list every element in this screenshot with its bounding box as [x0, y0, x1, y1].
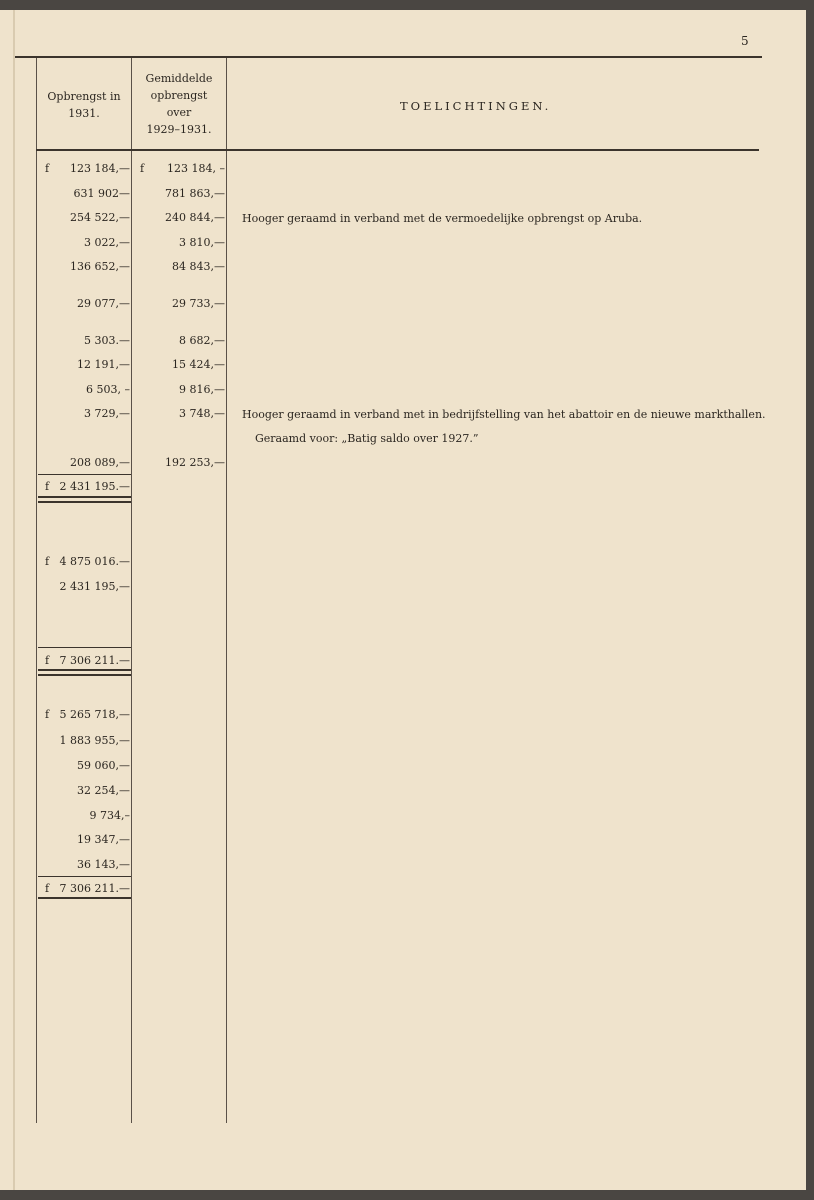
header-opbrengst-line-1: Opbrengst in: [47, 90, 121, 103]
group-3-value-5: 9 734,–: [89, 809, 130, 822]
header-gemiddelde-line-2: opbrengst: [150, 89, 208, 102]
florin-sign: f: [45, 480, 50, 493]
total-rule-bottom: [38, 669, 131, 671]
row-6-opbrengst: 29 077,—: [77, 297, 130, 310]
row-8-opbrengst: 12 191,—: [77, 358, 130, 371]
document-page: [0, 10, 806, 1190]
group-3-value-6: 19 347,—: [77, 833, 130, 846]
total-rule-top: [38, 876, 131, 877]
row-9-opbrengst: 6 503, –: [86, 383, 130, 396]
group-3-value-3: 59 060,—: [77, 759, 130, 772]
total-rule-bottom: [38, 897, 131, 899]
group-3-value-4: 32 254,—: [77, 784, 130, 797]
florin-sign: f: [45, 708, 50, 721]
header-opbrengst-line-2: 1931.: [68, 107, 100, 120]
row-5-gemiddelde: 84 843,—: [172, 260, 225, 273]
group-3-value-1: 5 265 718,—: [59, 708, 130, 721]
row-7-gemiddelde: 8 682,—: [179, 334, 225, 347]
total-3: 7 306 211.—: [59, 882, 130, 895]
row-2-gemiddelde: 781 863,—: [165, 187, 225, 200]
florin-sign: f: [45, 162, 50, 175]
column-line-1: [131, 58, 132, 1123]
group-2-value-2: 2 431 195,—: [59, 580, 130, 593]
row-3-opbrengst: 254 522,—: [70, 211, 130, 224]
total-rule-top: [38, 647, 131, 648]
total-2: 7 306 211.—: [59, 654, 130, 667]
page-number: 5: [741, 34, 749, 48]
total-rule-bottom: [38, 496, 131, 498]
row-7-opbrengst: 5 303.—: [84, 334, 130, 347]
total-rule-bottom-double: [38, 501, 131, 503]
header-toelichtingen: TOELICHTINGEN.: [400, 99, 552, 113]
header-rule: [36, 149, 759, 151]
top-rule: [15, 56, 762, 58]
page-fold: [13, 10, 15, 1190]
row-10-gemiddelde: 3 748,—: [179, 407, 225, 420]
florin-sign: f: [45, 555, 50, 568]
group-3-value-2: 1 883 955,—: [59, 734, 130, 747]
column-line-left: [36, 58, 37, 1123]
row-11-gemiddelde: 192 253,—: [165, 456, 225, 469]
row-4-opbrengst: 3 022,—: [84, 236, 130, 249]
group-3-value-7: 36 143,—: [77, 858, 130, 871]
row-3-gemiddelde: 240 844,—: [165, 211, 225, 224]
row-4-gemiddelde: 3 810,—: [179, 236, 225, 249]
header-opbrengst: [38, 88, 130, 122]
row-9-gemiddelde: 9 816,—: [179, 383, 225, 396]
header-gemiddelde: [133, 70, 225, 138]
total-1: 2 431 195.—: [59, 480, 130, 493]
row-10-toelichting-2: Geraamd voor: „Batig saldo over 1927.”: [255, 432, 479, 445]
florin-sign: f: [140, 162, 145, 175]
row-8-gemiddelde: 15 424,—: [172, 358, 225, 371]
group-2-value-1: 4 875 016.—: [59, 555, 130, 568]
row-10-opbrengst: 3 729,—: [84, 407, 130, 420]
row-3-toelichting: Hooger geraamd in verband met de vermoedelijke opbrengst op Aruba.: [242, 212, 643, 225]
row-1-opbrengst: 123 184,—: [70, 162, 130, 175]
row-6-gemiddelde: 29 733,—: [172, 297, 225, 310]
total-rule-bottom-double: [38, 674, 131, 676]
header-gemiddelde-line-4: 1929–1931.: [146, 123, 212, 136]
total-rule-top: [38, 474, 131, 475]
row-1-gemiddelde: 123 184, –: [167, 162, 225, 175]
row-10-toelichting: Hooger geraamd in verband met in bedrijfstelling van het abattoir en de nieuwe markthallen.: [242, 408, 766, 421]
header-gemiddelde-line-1: Gemiddelde: [145, 72, 213, 85]
row-2-opbrengst: 631 902—: [73, 187, 130, 200]
row-11-opbrengst: 208 089,—: [70, 456, 130, 469]
row-5-opbrengst: 136 652,—: [70, 260, 130, 273]
column-line-2: [226, 58, 227, 1123]
florin-sign: f: [45, 882, 50, 895]
header-gemiddelde-line-3: over: [166, 106, 192, 119]
florin-sign: f: [45, 654, 50, 667]
